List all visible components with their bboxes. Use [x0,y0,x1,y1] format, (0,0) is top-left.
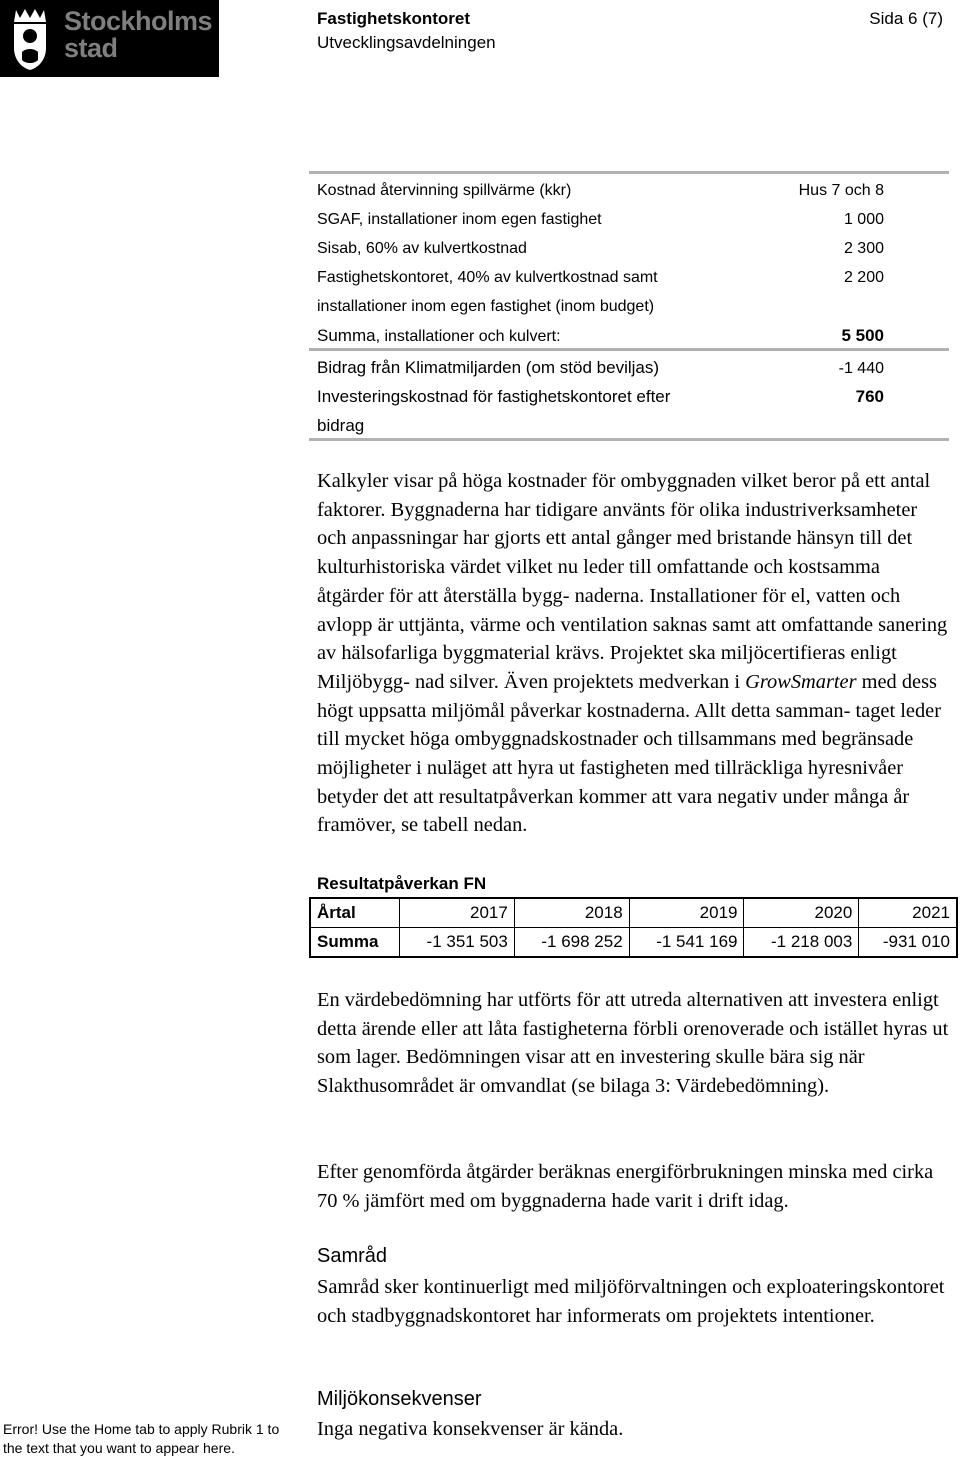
result-year-cell: 2018 [514,898,629,928]
paragraph-energy: Efter genomförda åtgärder beräknas energiförbrukningen minska med cirka 70 % jämfört med om byggnaderna hade varit i drift idag. [317,1161,934,1212]
cost-table-invest-row [309,380,949,409]
heading-samrad: Samråd [317,1245,388,1267]
result-sum-cell: -1 218 003 [744,928,859,958]
footer-line2: the text that you want to appear here. [3,1440,235,1456]
result-year-cell: 2021 [859,898,957,928]
paragraph-cost-explanation [317,467,949,840]
result-sum-row [310,928,957,958]
result-year-cell: 2020 [744,898,859,928]
stockholms-stad-logo [0,0,219,77]
result-table [309,897,958,958]
page-number: Sida 6 (7) [869,9,943,28]
cost-grant-value: -1 440 [838,360,884,377]
cost-sum-label-big: Summa [317,326,376,345]
cost-row-value: 2 300 [843,240,884,257]
cost-row-label: installationer inom egen fastighet (inom budget) [317,298,655,315]
footer-error-note [3,1420,293,1458]
organization-name: Fastighetskontoret [317,9,471,28]
cost-sum-value: 5 500 [841,326,884,345]
cost-row-label: Fastighetskontoret, 40% av kulvertkostnad samt [317,269,658,286]
para1-part1: Kalkyler visar på höga kostnader för ombyggnaden vilket beror på ett antal faktorer. Byggnaderna har tidigare använts för olika industriverksamheter och anpassningar har gjorts ett antal gånger med bristande hänsyn till det kulturhistoriska värdet vilket nu leder till omfattande och kostsamma åtgärder för att återställa bygg- naderna. Installationer för el, vatten och avlopp är uttjänta, värme och ventilation saknas samt att omfattande sanering av hälsofarliga byggmaterial krävs. Projektet ska miljöcertifieras enligt Miljöbygg- nad silver. Även projektets medverkan i [317,470,948,693]
result-sum-cell: -931 010 [859,928,957,958]
cost-row-label: Sisab, 60% av kulvertkostnad [317,240,527,257]
cost-invest-label-cont: bidrag [317,416,365,435]
logo-text-line2: stad [64,33,118,63]
cost-table-header-row [309,174,949,203]
result-sum-label: Summa [310,928,400,958]
cost-invest-label: Investeringskostnad för fastighetskontoret efter [317,387,671,406]
para1-italic: GrowSmarter [745,670,857,693]
cost-table-row [309,261,949,290]
footer-line1: Error! Use the Home tab to apply Rubrik 1 to [3,1421,280,1437]
cost-row-value: 1 000 [843,211,884,228]
cost-invest-value: 760 [855,387,884,406]
paragraph-samrad: Samråd sker kontinuerligt med miljöförvaltningen och exploateringskontoret och stadbyggnadskontoret har informerats om projektets intentioner. [317,1276,945,1327]
cost-sum-label-rest: , installationer och kulvert: [375,328,561,345]
cost-table-header-label: Kostnad återvinning spillvärme (kkr) [317,182,572,199]
cost-grant-label: Bidrag från Klimatmiljarden (om stöd beviljas) [317,358,660,377]
cost-sum-label [317,326,561,346]
cost-table-grant-row [309,351,949,380]
paragraph-valuation: En värdebedömning har utförts för att utreda alternativen att investera enligt detta ärende eller att låta fastigheterna förbli orenoverade och istället hyras ut som lager. Bedömningen visar att en investering skulle bära sig när Slakthusområdet är omvandlat (se bilaga 3: Värdebedömning). [317,989,949,1098]
logo-text-line1: Stockholms [64,6,213,36]
crest-icon [4,4,56,72]
para1-part2: med dess högt uppsatta miljömål påverkar kostnaderna. Allt detta samman- taget leder till mycket höga ombyggnadskostnader och tillsammans med begränsade möjligheter i nuläget att hyra ut fastigheten med tillräckliga hyresnivåer betyder det att resultatpåverkan kommer att vara negativ under många år framöver, se tabell nedan. [317,670,941,837]
result-sum-cell: -1 351 503 [400,928,515,958]
cost-table-header-value: Hus 7 och 8 [798,182,884,199]
cost-table-sum-row [309,319,949,351]
department-name: Utvecklingsavdelningen [317,33,496,52]
cost-table [309,171,949,441]
cost-table-row [309,232,949,261]
cost-table-row [309,290,949,319]
cost-table-row [309,203,949,232]
result-table-title: Resultatpåverkan FN [317,874,487,893]
cost-table-invest-row-cont [309,409,949,441]
paragraph-miljokonsekvenser: Inga negativa konsekvenser är kända. [317,1418,624,1440]
result-sum-cell: -1 698 252 [514,928,629,958]
cost-row-value: 2 200 [843,269,884,286]
cost-row-label: SGAF, installationer inom egen fastighet [317,211,602,228]
result-year-label: Årtal [310,898,400,928]
result-sum-cell: -1 541 169 [629,928,744,958]
heading-miljokonsekvenser: Miljökonsekvenser [317,1388,482,1410]
result-year-cell: 2019 [629,898,744,928]
result-year-row [310,898,957,928]
result-year-cell: 2017 [400,898,515,928]
